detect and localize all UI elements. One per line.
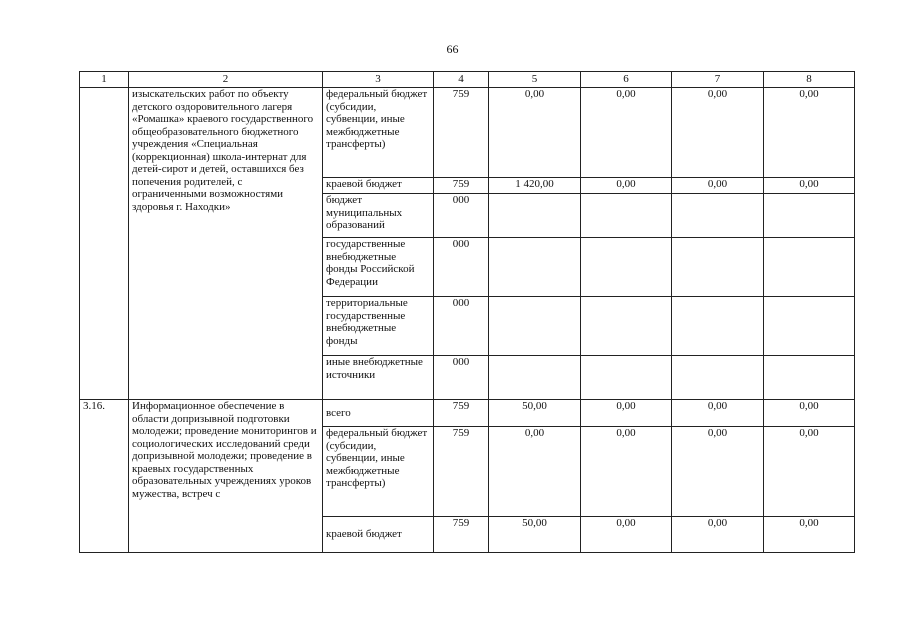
value-col-5: 0,00 [489,427,581,517]
col-header-4: 4 [434,72,489,88]
funding-source: иные внебюджетные источники [323,356,434,400]
col-header-5: 5 [489,72,581,88]
budget-code: 759 [434,178,489,194]
budget-code: 759 [434,400,489,427]
funding-source: федеральный бюджет (субсидии, субвенции, иные межбюджетные трансферты) [323,88,434,178]
funding-source: краевой бюджет [323,517,434,553]
col-header-2: 2 [129,72,323,88]
budget-code: 000 [434,194,489,238]
value-col-6 [581,297,672,356]
value-col-6: 0,00 [581,427,672,517]
value-col-5: 50,00 [489,517,581,553]
budget-code: 759 [434,427,489,517]
budget-code: 000 [434,238,489,297]
value-col-6: 0,00 [581,178,672,194]
col-header-8: 8 [764,72,855,88]
page-number: 66 [446,42,459,56]
item-name: изыскательских работ по объекту детского оздоровительного лагеря «Ромашка» краевого государственного общеобразовательного бюджетного учреждения «Специальная (коррекционная) школа-интернат для детей-сирот и детей, оставшихся без попечения родителей, с ограниченными возможностями здоровья г. Находки» [129,88,323,400]
value-col-5 [489,194,581,238]
col-header-1: 1 [80,72,129,88]
funding-source: бюджет муниципальных образований [323,194,434,238]
table-row [80,400,855,427]
value-col-7 [672,194,764,238]
funding-source: государственные внебюджетные фонды Российской Федерации [323,238,434,297]
value-col-7 [672,297,764,356]
value-col-6: 0,00 [581,400,672,427]
col-header-6: 6 [581,72,672,88]
funding-source: территориальные государственные внебюджетные фонды [323,297,434,356]
value-col-8: 0,00 [764,178,855,194]
value-col-8 [764,238,855,297]
value-col-7 [672,356,764,400]
value-col-6 [581,356,672,400]
header-row [80,72,855,88]
value-col-5 [489,238,581,297]
value-col-5: 0,00 [489,88,581,178]
value-col-5: 1 420,00 [489,178,581,194]
value-col-5: 50,00 [489,400,581,427]
col-header-3: 3 [323,72,434,88]
value-col-6: 0,00 [581,88,672,178]
value-col-8: 0,00 [764,427,855,517]
funding-source: федеральный бюджет (субсидии, субвенции, иные межбюджетные трансферты) [323,427,434,517]
funding-source: краевой бюджет [323,178,434,194]
item-number-cell [80,88,129,400]
value-col-8: 0,00 [764,400,855,427]
value-col-5 [489,356,581,400]
value-col-7: 0,00 [672,178,764,194]
value-col-7: 0,00 [672,517,764,553]
budget-code: 759 [434,88,489,178]
funding-source: всего [323,400,434,427]
value-col-5 [489,297,581,356]
value-col-8 [764,194,855,238]
value-col-7: 0,00 [672,427,764,517]
value-col-7: 0,00 [672,400,764,427]
value-col-6 [581,194,672,238]
value-col-7 [672,238,764,297]
budget-code: 000 [434,297,489,356]
item-name: Информационное обеспечение в области допризывной подготовки молодежи; проведение мониторингов и социологических исследований среди допризывной молодежи; проведение в краевых государственных образовательных учреждениях уроков мужества, встреч с [129,400,323,553]
table-row [80,88,855,178]
value-col-8: 0,00 [764,517,855,553]
col-header-7: 7 [672,72,764,88]
budget-table [79,71,855,553]
value-col-8 [764,356,855,400]
item-number: 3.16. [80,400,129,553]
value-col-6 [581,238,672,297]
value-col-8: 0,00 [764,88,855,178]
value-col-6: 0,00 [581,517,672,553]
value-col-8 [764,297,855,356]
value-col-7: 0,00 [672,88,764,178]
budget-code: 000 [434,356,489,400]
budget-code: 759 [434,517,489,553]
